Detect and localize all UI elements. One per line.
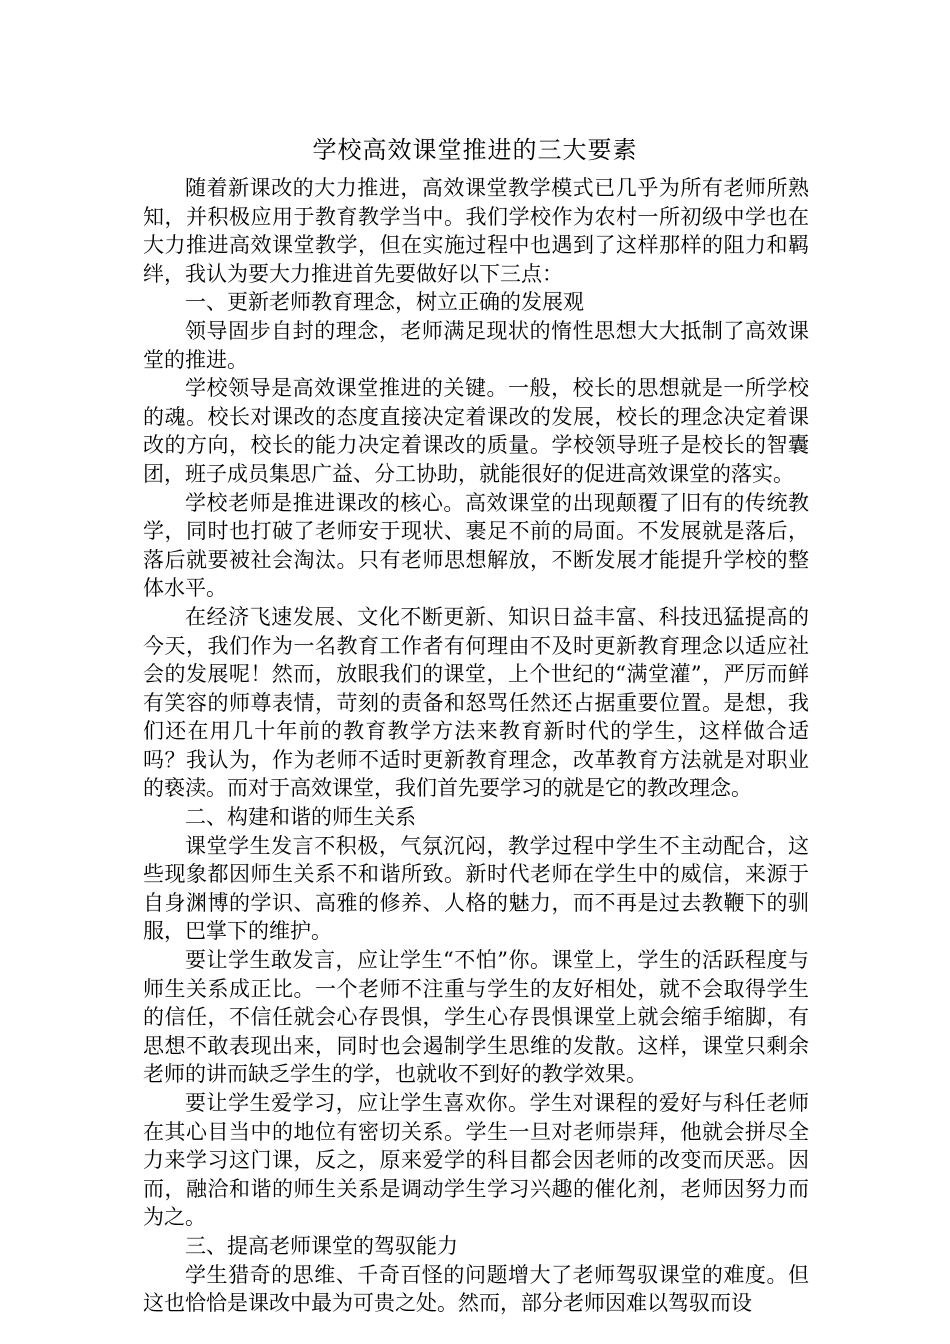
paragraph: 在经济飞速发展、文化不断更新、知识日益丰富、科技迅猛提高的今天，我们作为一名教育工作者有何理由不及时更新教育理念以适应社会的发展呢！然而，放眼我们的课堂，上个世纪的“满堂灌”，严厉而鲜有笑容的师尊表情，苛刻的责备和怒骂任然还占据重要位置。是想，我们还在用几十年前的教育教学方法来教育新时代的学生，这样做合适吗？我认为，作为老师不适时更新教育理念，改革教育方法就是对职业的亵渎。而对于高效课堂，我们首先要学习的就是它的教改理念。	[143, 604, 809, 801]
section-heading-2: 二、构建和谐的师生关系	[185, 805, 416, 830]
paragraph: 学校领导是高效课堂推进的关键。一般，校长的思想就是一所学校的魂。校长对课改的态度直接决定着课改的发展，校长的理念决定着课改的方向，校长的能力决定着课改的质量。学校领导班子是校长的智囊团，班子成员集思广益、分工协助，就能很好的促进高效课堂的落实。	[143, 376, 809, 486]
document-body	[143, 174, 809, 1318]
section-heading-3: 三、提高老师课堂的驾驭能力	[185, 1233, 458, 1258]
document-title: 学校高效课堂推进的三大要素	[312, 136, 638, 164]
paragraph: 学校老师是推进课改的核心。高效课堂的出现颠覆了旧有的传统教学，同时也打破了老师安于现状、裹足不前的局面。不发展就是落后，落后就要被社会淘汰。只有老师思想解放，不断发展才能提升学校的整体水平。	[143, 490, 809, 601]
paragraph: 学生猎奇的思维、千奇百怪的问题增大了老师驾驭课堂的难度。但这也恰恰是课改中最为可贵之处。然而，部分老师因难以驾驭而设	[143, 1262, 809, 1316]
paragraph: 领导固步自封的理念，老师满足现状的惰性思想大大抵制了高效课堂的推进。	[143, 318, 809, 372]
paragraph: 课堂学生发言不积极，气氛沉闷，教学过程中学生不主动配合，这些现象都因师生关系不和谐所致。新时代老师在学生中的威信，来源于自身渊博的学识、高雅的修养、人格的魅力，而不再是过去教鞭下的驯服，巴掌下的维护。	[143, 833, 809, 944]
paragraph: 要让学生敢发言，应让学生“不怕”你。课堂上，学生的活跃程度与师生关系成正比。一个老师不注重与学生的友好相处，就不会取得学生的信任，不信任就会心存畏惧，学生心存畏惧课堂上就会缩手缩脚，有思想不敢表现出来，同时也会遏制学生思维的发散。这样，课堂只剩余老师的讲而缺乏学生的学，也就收不到好的教学效果。	[143, 948, 809, 1087]
section-heading-1: 一、更新老师教育理念，树立正确的发展观	[185, 290, 584, 315]
paragraph: 要让学生爱学习，应让学生喜欢你。学生对课程的爱好与科任老师在其心目当中的地位有密切关系。学生一旦对老师崇拜，他就会拼尽全力来学习这门课，反之，原来爱学的科目都会因老师的改变而厌恶。因而，融洽和谐的师生关系是调动学生学习兴趣的催化剂，老师因努力而为之。	[143, 1091, 809, 1230]
paragraph-intro: 随着新课改的大力推进，高效课堂教学模式已几乎为所有老师所熟知，并积极应用于教育教学当中。我们学校作为农村一所初级中学也在大力推进高效课堂教学，但在实施过程中也遇到了这样那样的阻力和羁绊，我认为要大力推进首先要做好以下三点：	[143, 176, 809, 286]
